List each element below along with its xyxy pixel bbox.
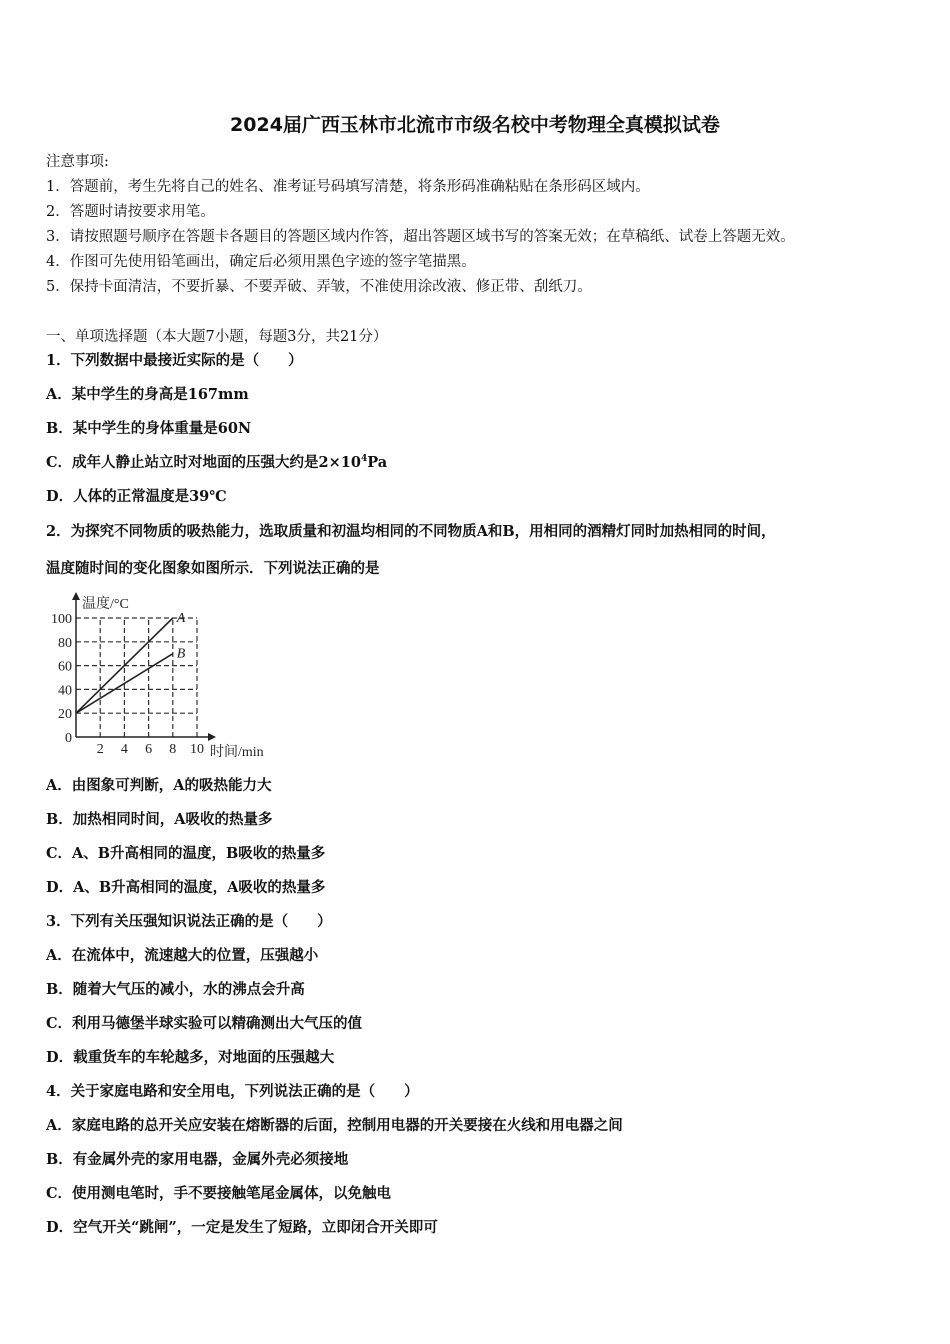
question-3-option-c: C．利用马德堡半球实验可以精确测出大气压的值 — [46, 1015, 363, 1032]
series-label-a: A — [176, 611, 186, 626]
question-2-stem: 2．为探究不同物质的吸热能力，选取质量和初温均相同的不同物质A和B，用相同的酒精灯同时加热相同的时间， — [46, 523, 776, 540]
y-axis-arrow — [72, 592, 80, 600]
x-tick-label: 6 — [145, 742, 153, 757]
question-3-option-a: A．在流体中，流速越大的位置，压强越小 — [46, 947, 319, 964]
notice-item: 5．保持卡面清洁，不要折暴、不要弄破、弄皱，不准使用涂改液、修正带、刮纸刀。 — [46, 279, 592, 295]
series-label-b: B — [176, 646, 186, 662]
notice-item: 1．答题前，考生先将自己的姓名、准考证号码填写清楚，将条形码准确粘贴在条形码区域内。 — [46, 179, 650, 195]
unit: Pa — [367, 454, 388, 471]
x-tick-label: 4 — [120, 742, 128, 757]
question-4-option-b: B．有金属外壳的家用电器，金属外壳必须接地 — [46, 1151, 349, 1168]
y-tick-label: 40 — [58, 683, 72, 699]
x-tick-label: 2 — [96, 742, 104, 757]
question-1-option-d: D．人体的正常温度是39℃ — [46, 488, 227, 505]
x-axis-label: 时间/min — [210, 745, 264, 760]
x-axis-arrow — [208, 733, 216, 741]
question-2-option-c: C．A、B升高相同的温度，B吸收的热量多 — [46, 845, 326, 862]
x-tick-label: 8 — [169, 742, 177, 757]
exponent: 4 — [360, 454, 368, 465]
notice-item: 4．作图可先使用铅笔画出，确定后必须用黑色字迹的签字笔描黑。 — [46, 254, 476, 270]
y-tick-label: 0 — [65, 731, 72, 746]
question-2-option-d: D．A、B升高相同的温度，A吸收的热量多 — [46, 879, 326, 896]
question-2-option-b: B．加热相同时间，A吸收的热量多 — [46, 811, 273, 828]
question-3-stem: 3．下列有关压强知识说法正确的是（ ） — [46, 913, 332, 930]
question-2-stem-cont: 温度随时间的变化图象如图所示．下列说法正确的是 — [46, 560, 380, 577]
notice-item: 2．答题时请按要求用笔。 — [46, 204, 215, 220]
page-title: 2024届广西玉林市北流市市级名校中考物理全真模拟试卷 — [230, 114, 720, 136]
question-4-stem: 4．关于家庭电路和安全用电，下列说法正确的是（ ） — [46, 1083, 419, 1100]
y-tick-label: 20 — [58, 707, 72, 723]
question-1-option-c — [46, 453, 387, 473]
y-axis-label: 温度/°C — [82, 597, 129, 612]
question-2-option-a: A．由图象可判断，A的吸热能力大 — [46, 777, 272, 794]
option-c-text: C．成年人静止站立时对地面的压强大约是2×10 — [46, 454, 361, 471]
y-tick-label: 60 — [58, 659, 72, 675]
notice-heading: 注意事项: — [46, 154, 109, 170]
section-heading: 一、单项选择题（本大题7小题，每题3分，共21分） — [46, 329, 388, 345]
chart-svg — [44, 590, 294, 762]
question-4-option-c: C．使用测电笔时，手不要接触笔尾金属体，以免触电 — [46, 1185, 392, 1202]
question-4-option-d: D．空气开关“跳闸”，一定是发生了短路，立即闭合开关即可 — [46, 1219, 438, 1236]
notice-item: 3．请按照题号顺序在答题卡各题目的答题区域内作答，超出答题区域书写的答案无效；在草稿纸、试卷上答题无效。 — [46, 229, 795, 245]
question-1-option-a: A．某中学生的身高是167mm — [46, 386, 249, 403]
question-1-option-b: B．某中学生的身体重量是60N — [46, 420, 252, 437]
question-1-stem: 1．下列数据中最接近实际的是（ ） — [46, 352, 303, 369]
y-tick-label: 80 — [58, 635, 72, 651]
x-tick-label: 10 — [190, 742, 204, 757]
question-3-option-d: D．载重货车的车轮越多，对地面的压强越大 — [46, 1049, 335, 1066]
question-4-option-a: A．家庭电路的总开关应安装在熔断器的后面，控制用电器的开关要接在火线和用电器之间 — [46, 1117, 623, 1134]
question-3-option-b: B．随着大气压的减小，水的沸点会升高 — [46, 981, 305, 998]
y-tick-label: 100 — [51, 612, 72, 627]
temperature-time-chart — [44, 590, 294, 762]
